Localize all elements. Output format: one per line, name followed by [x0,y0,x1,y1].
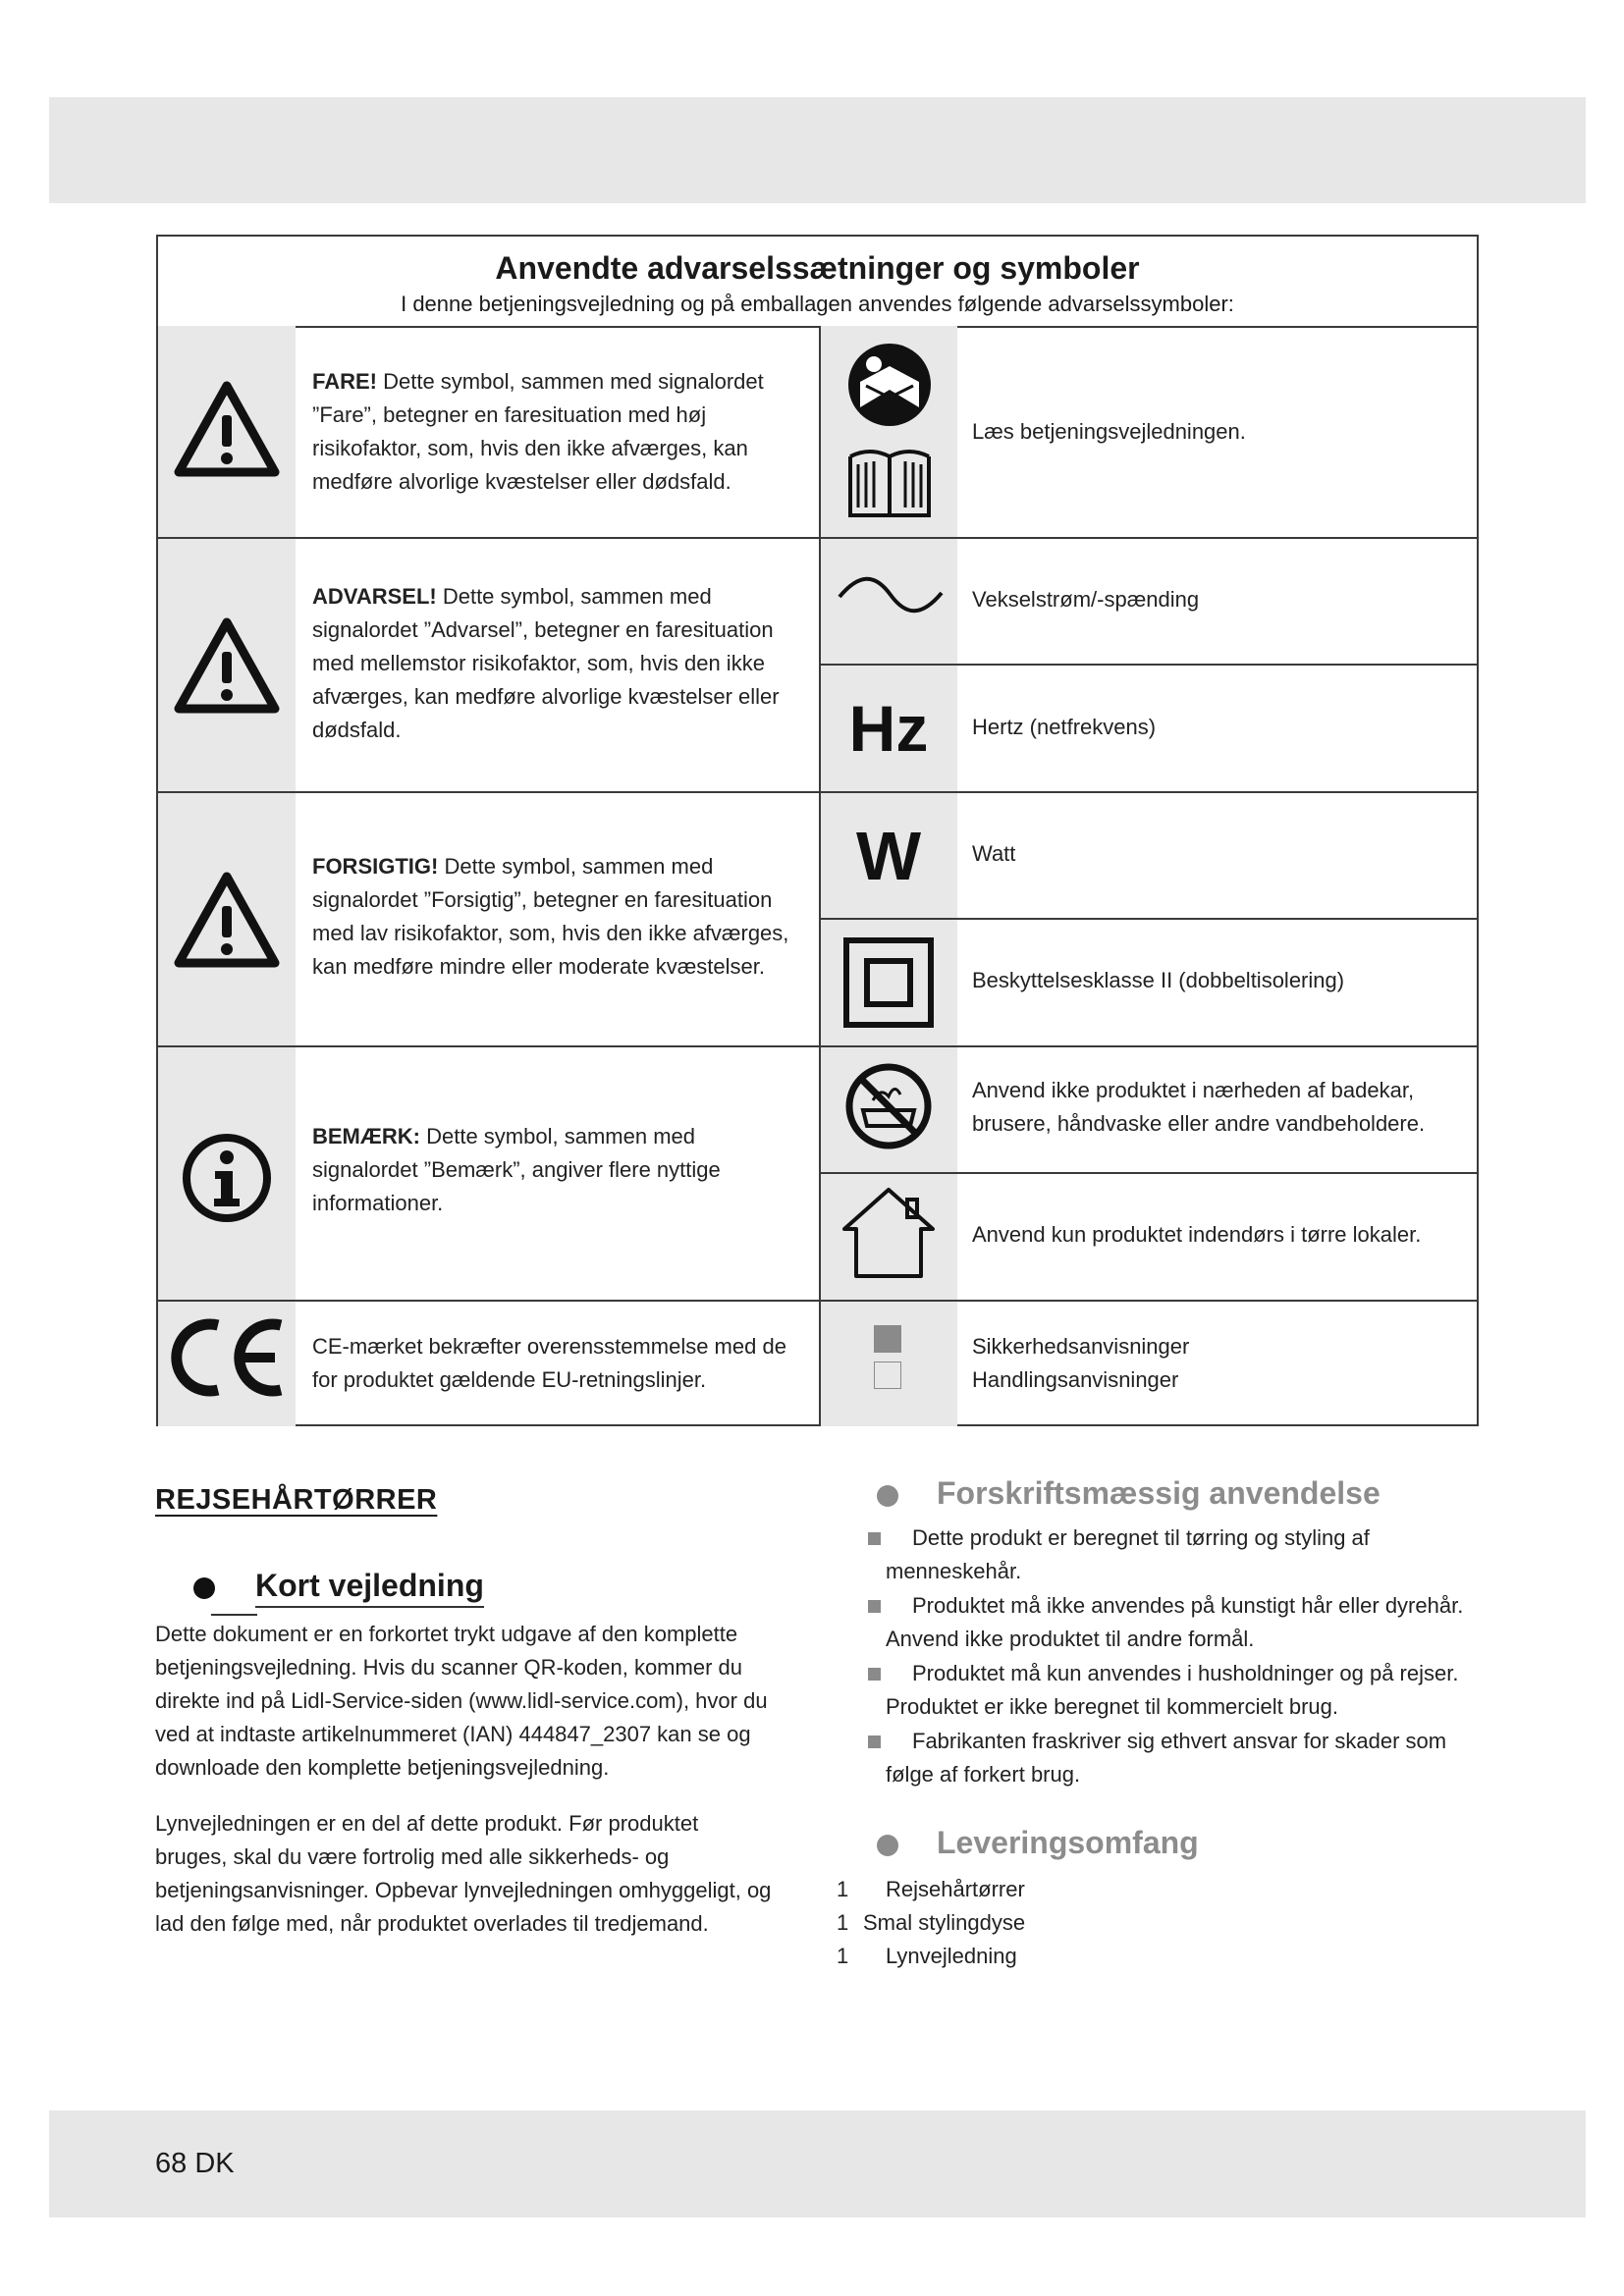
text-line: risikofaktor, som, hvis den ikke afværges, kan [312,436,748,460]
symbol-text-ac: Vekselstrøm/-spænding [972,587,1200,612]
text-line: Produktet må ikke anvendes på kunstigt hår eller dyrehår. [912,1593,1464,1618]
row-divider [158,1045,821,1047]
text-line: downloade den komplette betjeningsvejledning. [155,1755,610,1780]
symbol-text-protection-class: Beskyttelsesklasse II (dobbeltisolering) [972,968,1345,992]
text-line: direkte ind på Lidl-Service-siden (www.lidl-service.com), hvor du [155,1688,768,1713]
delivery-heading: Leveringsomfang [937,1825,1199,1860]
delivery-qty: 1 [837,1944,849,1968]
text-line: dødsfald. [312,718,402,742]
header-band [49,97,1586,203]
row-divider [158,537,821,539]
row-divider [158,1300,821,1302]
symbol-text-indoor: Anvend kun produktet indendørs i tørre lokaler. [972,1222,1422,1247]
symbol-text-watt: Watt [972,841,1016,866]
alternating-current-icon [836,575,946,614]
text-line: Anvend ikke produktet til andre formål. [886,1627,1255,1651]
bullet-square-icon [868,1532,881,1545]
text-line: medføre alvorlige kvæstelser eller dødsfald. [312,469,731,494]
no-water-icon [843,1061,934,1151]
symbol-text-no-water [972,1074,1425,1141]
text-line: Produktet er ikke beregnet til kommercielt brug. [886,1694,1338,1719]
quick-guide-paragraph-1 [155,1618,813,1785]
delivery-qty: 1 [837,1910,849,1935]
text-line: ved at indtaste artikelnummeret (IAN) 444847_2307 kan se og [155,1722,751,1746]
text-segment: Dette symbol, sammen med [436,584,712,609]
row-divider [821,1045,1479,1047]
delivery-qty: 1 [837,1877,849,1901]
delivery-item: Rejsehårtørrer [886,1877,1025,1901]
bullet-square-icon [868,1600,881,1613]
symbol-text-read-manual: Læs betjeningsvejledningen. [972,419,1246,444]
intended-use-item [886,1725,1494,1791]
text-line: signalordet ”Forsigtig”, betegner en faresituation [312,887,773,912]
table-header [158,237,1477,328]
text-segment: Dette symbol, sammen med [438,854,714,879]
row-divider [821,664,1479,666]
note-text [312,1120,813,1220]
text-line: signalordet ”Bemærk”, angiver flere nyttige [312,1157,721,1182]
text-line: Fabrikanten fraskriver sig ethvert ansvar for skader som [912,1729,1447,1753]
info-circle-icon [181,1132,273,1224]
bullet-dot-icon [877,1835,898,1856]
text-segment: Dette symbol, sammen med [420,1124,695,1148]
delivery-item: Lynvejledning [886,1944,1017,1968]
bullet-dot-icon [877,1485,898,1507]
footer-band [49,2110,1586,2217]
text-line: Dette dokument er en forkortet trykt udgave af den komplette [155,1622,738,1646]
hertz-icon: Hz [848,692,929,765]
text-line: brusere, håndvaske eller andre vandbeholdere. [972,1111,1426,1136]
delivery-item: Smal stylingdyse [863,1910,1026,1935]
table-title: Anvendte advarselssætninger og symboler [495,250,1140,286]
warning-symbols-table [156,235,1479,1426]
text-line: betjeningsanvisninger. Opbevar lynvejledningen omhyggeligt, og [155,1878,772,1902]
protection-class-ii-icon [842,936,935,1029]
text-line: lad den følge med, når produktet overlades til tredjemand. [155,1911,709,1936]
column-divider [819,326,821,1426]
signal-word: FARE! [312,369,377,394]
bullet-square-icon [868,1668,881,1681]
text-line: signalordet ”Advarsel”, betegner en faresituation [312,617,774,642]
text-line: betjeningsvejledning. Hvis du scanner QR-koden, kommer du [155,1655,742,1680]
text-line [312,1120,813,1153]
text-line: Handlingsanvisninger [972,1367,1179,1392]
table-subtitle: I denne betjeningsvejledning og på emballagen anvendes følgende advarselssymboler: [401,292,1234,316]
text-line: Anvend ikke produktet i nærheden af badekar, [972,1078,1415,1102]
warning-triangle-icon [173,380,281,478]
symbol-text-legend [972,1330,1189,1397]
text-line [312,850,813,883]
read-manual-icon [840,339,939,525]
action-instructions-square-icon [874,1362,901,1389]
safety-instructions-square-icon [874,1325,901,1353]
warning-triangle-icon [173,616,281,715]
symbol-text-hertz: Hertz (netfrekvens) [972,715,1157,739]
text-line: følge af forkert brug. [886,1762,1081,1787]
intended-use-item [886,1589,1494,1656]
row-divider [821,537,1479,539]
intended-use-item [886,1522,1494,1588]
text-line: med lav risikofaktor, som, hvis den ikke afværges, [312,921,789,945]
text-line: ”Fare”, betegner en faresituation med høj [312,402,707,427]
text-line: Lynvejledningen er en del af dette produkt. Før produktet [155,1811,699,1836]
text-line [312,580,813,614]
row-divider [821,791,1479,793]
warning-triangle-icon [173,871,281,969]
bullet-square-icon [868,1735,881,1748]
text-line: Sikkerhedsanvisninger [972,1334,1190,1359]
ce-mark-icon [165,1317,291,1398]
ce-text [312,1330,813,1397]
text-line: informationer. [312,1191,444,1215]
product-title: REJSEHÅRTØRRER [155,1484,438,1516]
row-divider [158,791,821,793]
text-line: CE-mærket bekræfter overensstemmelse med de [312,1334,786,1359]
page-number: 68 DK [155,2148,235,2179]
bullet-dot-icon [193,1577,215,1599]
row-divider [821,1300,1479,1302]
text-line: for produktet gældende EU-retningslinjer. [312,1367,707,1392]
danger-text [312,365,813,499]
row-divider [821,1172,1479,1174]
intended-use-item [886,1657,1494,1724]
row-divider [821,918,1479,920]
text-line: bruges, skal du være fortrolig med alle sikkerheds- og [155,1844,670,1869]
text-line: Produktet må kun anvendes i husholdninger og på rejser. [912,1661,1459,1685]
watt-icon: W [855,818,922,894]
signal-word: FORSIGTIG! [312,854,439,879]
text-line: Dette produkt er beregnet til tørring og styling af [912,1525,1370,1550]
indoor-house-icon [839,1184,939,1282]
signal-word: ADVARSEL! [312,584,437,609]
warning-text [312,580,813,747]
text-line: med mellemstor risikofaktor, som, hvis den ikke [312,651,765,675]
caution-text [312,850,813,984]
text-line: kan medføre mindre eller moderate kvæstelser. [312,954,765,979]
heading-underline [211,1614,257,1616]
quick-guide-heading: Kort vejledning [255,1568,484,1608]
signal-word: BEMÆRK: [312,1124,420,1148]
text-segment: Dette symbol, sammen med signalordet [377,369,764,394]
text-line: afværges, kan medføre alvorlige kvæstelser eller [312,684,780,709]
text-line [312,365,813,399]
intended-use-heading: Forskriftsmæssig anvendelse [937,1475,1380,1511]
quick-guide-paragraph-2 [155,1807,813,1941]
text-line: menneskehår. [886,1559,1022,1583]
